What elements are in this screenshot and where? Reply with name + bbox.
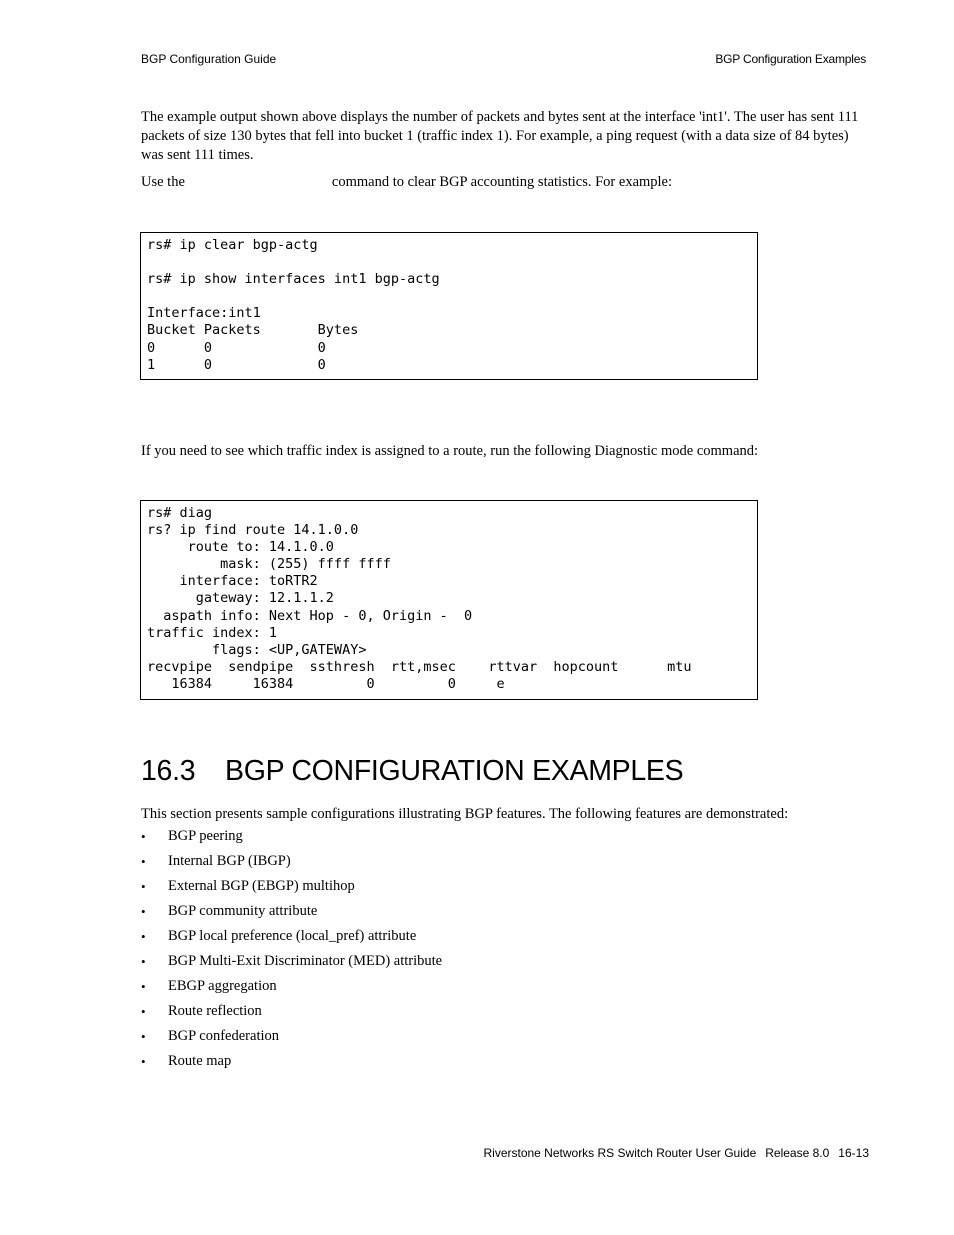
bullet-icon: • xyxy=(141,979,146,994)
list-item xyxy=(141,1027,442,1052)
code-block-clear-bgp-actg xyxy=(140,232,758,380)
bullet-icon: • xyxy=(141,879,146,894)
code-line: Bucket Packets Bytes xyxy=(147,322,359,339)
code-line: gateway: 12.1.1.2 xyxy=(147,590,334,607)
list-item xyxy=(141,1052,442,1077)
list-item-text: BGP community attribute xyxy=(168,903,318,919)
section-title: BGP CONFIGURATION EXAMPLES xyxy=(225,755,684,787)
bullet-icon: • xyxy=(141,954,146,969)
code-line: 0 0 0 xyxy=(147,339,326,356)
footer-page-number: 16-13 xyxy=(838,1146,869,1160)
page-footer xyxy=(474,1146,869,1160)
list-item-text: External BGP (EBGP) multihop xyxy=(168,878,355,894)
section-intro-paragraph: This section presents sample configurations illustrating BGP features. The following features are demonstrated: xyxy=(141,806,789,822)
list-item xyxy=(141,827,442,852)
section-number: 16.3 xyxy=(141,755,196,787)
footer-release: Release 8.0 xyxy=(765,1146,830,1160)
bullet-icon: • xyxy=(141,1029,146,1044)
list-item xyxy=(141,977,442,1002)
diagnostic-paragraph: If you need to see which traffic index is assigned to a route, run the following Diagnostic mode command: xyxy=(141,443,759,459)
list-item xyxy=(141,927,442,952)
running-header-right: BGP Configuration Examples xyxy=(715,52,866,66)
paragraph-text-after: command to clear BGP accounting statistics. For example: xyxy=(331,174,673,190)
list-item-text: Route map xyxy=(168,1053,232,1069)
code-line: rs? ip find route 14.1.0.0 xyxy=(147,522,359,539)
list-item-text: BGP local preference (local_pref) attribute xyxy=(168,928,417,944)
feature-list xyxy=(141,827,442,1077)
running-header-left: BGP Configuration Guide xyxy=(141,52,277,66)
code-line: 16384 16384 0 0 e xyxy=(147,675,505,692)
code-line: flags: <UP,GATEWAY> xyxy=(147,641,367,658)
list-item xyxy=(141,902,442,927)
code-line: rs# ip clear bgp-actg xyxy=(147,237,318,253)
bullet-icon: • xyxy=(141,854,146,869)
code-line: mask: (255) ffff ffff xyxy=(147,556,391,573)
footer-title: Riverstone Networks RS Switch Router User Guide xyxy=(483,1146,757,1160)
list-item xyxy=(141,852,442,877)
bullet-icon: • xyxy=(141,929,146,944)
list-item-text: Route reflection xyxy=(168,1003,262,1019)
section-heading xyxy=(141,755,683,788)
code-line: interface: toRTR2 xyxy=(147,573,318,590)
list-item xyxy=(141,952,442,977)
list-item-text: BGP confederation xyxy=(168,1028,280,1044)
code-line: aspath info: Next Hop - 0, Origin - 0 xyxy=(147,607,473,624)
code-line: recvpipe sendpipe ssthresh rtt,msec rttvar hopcount mtu xyxy=(147,658,692,675)
list-item-text: EBGP aggregation xyxy=(168,978,277,994)
paragraph-text-before: Use the xyxy=(141,174,185,190)
list-item-text: BGP Multi-Exit Discriminator (MED) attribute xyxy=(168,953,443,969)
bullet-icon: • xyxy=(141,1054,146,1069)
code-line: Interface:int1 xyxy=(147,305,261,322)
code-line: 1 0 0 xyxy=(147,356,326,373)
code-line: route to: 14.1.0.0 xyxy=(147,539,334,556)
list-item xyxy=(141,877,442,902)
list-item xyxy=(141,1002,442,1027)
code-block-diag-find-route xyxy=(140,500,758,700)
clear-command-paragraph xyxy=(141,173,871,192)
list-item-text: BGP peering xyxy=(168,828,243,844)
bullet-icon: • xyxy=(141,829,146,844)
bullet-icon: • xyxy=(141,904,146,919)
code-line: rs# diag xyxy=(147,505,213,521)
bullet-icon: • xyxy=(141,1004,146,1019)
code-line: rs# ip show interfaces int1 bgp-actg xyxy=(147,271,440,288)
code-line: traffic index: 1 xyxy=(147,624,278,641)
intro-paragraph: The example output shown above displays the number of packets and bytes sent at the interface 'int1'. The user has sent 111 packets of size 130 bytes that fell into bucket 1 (traffic index 1). For example, a ping request (with a data size of 84 bytes) was sent 111 times. xyxy=(141,109,859,163)
list-item-text: Internal BGP (IBGP) xyxy=(168,853,291,869)
